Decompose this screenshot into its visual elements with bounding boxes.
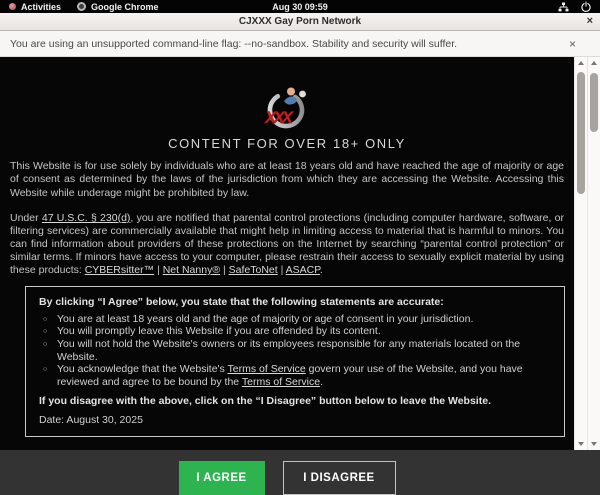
usc-230d-link[interactable]: 47 U.S.C. § 230(d) [41, 211, 131, 224]
network-icon[interactable] [558, 2, 569, 12]
window-scrollbar[interactable] [587, 57, 600, 450]
chrome-warning-bar [0, 31, 600, 57]
bullet-text: govern your use of the Website, and you have reviewed and agree to be bound by the [57, 363, 523, 388]
app-menu-google-chrome[interactable] [77, 2, 159, 12]
window-titlebar[interactable] [0, 13, 600, 31]
i-agree-button[interactable]: I AGREE [179, 461, 265, 495]
link-separator: | [277, 263, 286, 276]
agreement-intro: By clicking “I Agree” below, you state that the following statements are accurate: [39, 295, 444, 308]
terms-of-service-link[interactable]: Terms of Service [227, 363, 306, 376]
date-line: Date: August 30, 2025 [39, 414, 143, 427]
app-menu-label: Google Chrome [91, 1, 159, 12]
page-scrollbar[interactable] [574, 57, 587, 450]
chrome-icon [77, 2, 86, 11]
cybersitter-link[interactable]: CYBERsitter™ [84, 263, 155, 276]
disagree-note: If you disagree with the above, click on the “I Disagree” button below to leave the Website. [39, 395, 491, 408]
activities-indicator-icon [9, 3, 16, 10]
paragraph-text: . [319, 263, 323, 276]
list-item-terms [43, 363, 551, 388]
activities-label: Activities [21, 1, 62, 12]
bullet-text: . [320, 375, 323, 388]
window-title: CJXXX Gay Porn Network [238, 16, 362, 27]
window-scrollbar-thumb[interactable] [590, 73, 598, 132]
scroll-up-icon[interactable] [591, 61, 597, 65]
bullet-text: You acknowledge that the Website's [57, 363, 228, 376]
intro-paragraph [10, 160, 564, 200]
scroll-up-icon[interactable] [578, 61, 584, 65]
asacp-link[interactable]: ASACP [285, 263, 320, 276]
paragraph-text: , you are notified that parental control protections (including computer hardware, software, or filtering services) are commercially available that might help in limiting access to material that is harmful to minors. You can find information about providers of these protections on the Internet by searching “parental control protection” or similar terms. If minors have access to your computer, please restrain their access to sexually explicit material by using these products: [10, 211, 565, 276]
cjxxx-logo-icon [263, 85, 311, 132]
window-close-button[interactable]: × [586, 15, 593, 27]
parental-control-paragraph [10, 212, 564, 277]
i-disagree-button[interactable]: I DISAGREE [283, 461, 396, 495]
warning-close-icon[interactable]: × [568, 36, 576, 51]
scroll-down-icon[interactable] [578, 442, 584, 446]
clock[interactable]: Aug 30 09:59 [272, 1, 328, 12]
safetonet-link[interactable]: SafeToNet [228, 263, 278, 276]
link-separator: | [220, 263, 229, 276]
consent-buttons-row [0, 461, 574, 495]
activities-button[interactable] [9, 2, 61, 12]
page-content [0, 57, 574, 485]
list-item: ○ You will promptly leave this Website if you are offended by its content. [43, 325, 551, 338]
scroll-down-icon[interactable] [591, 442, 597, 446]
agreement-bullet-list [43, 313, 551, 389]
list-item: ○ You are at least 18 years old and the age of majority or age of consent in your jurisdiction. [43, 313, 551, 326]
svg-text:XXX: XXX [265, 108, 291, 127]
power-icon[interactable] [581, 2, 591, 12]
net-nanny-link[interactable]: Net Nanny® [162, 263, 221, 276]
agreement-box [25, 286, 565, 438]
terms-of-service-link[interactable]: Terms of Service [241, 375, 321, 388]
page-scrollbar-thumb[interactable] [577, 72, 585, 194]
page-heading: CONTENT FOR OVER 18+ ONLY [168, 136, 406, 151]
link-separator: | [154, 263, 163, 276]
warning-text: You are using an unsupported command-line flag: --no-sandbox. Stability and security will suffer. [10, 37, 458, 50]
paragraph-text: Under [10, 211, 42, 224]
intro-paragraph-text: This Website is for use solely by individuals who are at least 18 years old and have reached the age of majority or age of consent as determined by the laws of the jurisdiction from which they are accessing the Website. Accessing this Website while underage might be prohibited by law. [10, 160, 564, 199]
gnome-top-bar [0, 0, 600, 13]
list-item: ○ You will not hold the Website's owners or its employees responsible for any materials located on the Website. [43, 338, 551, 363]
